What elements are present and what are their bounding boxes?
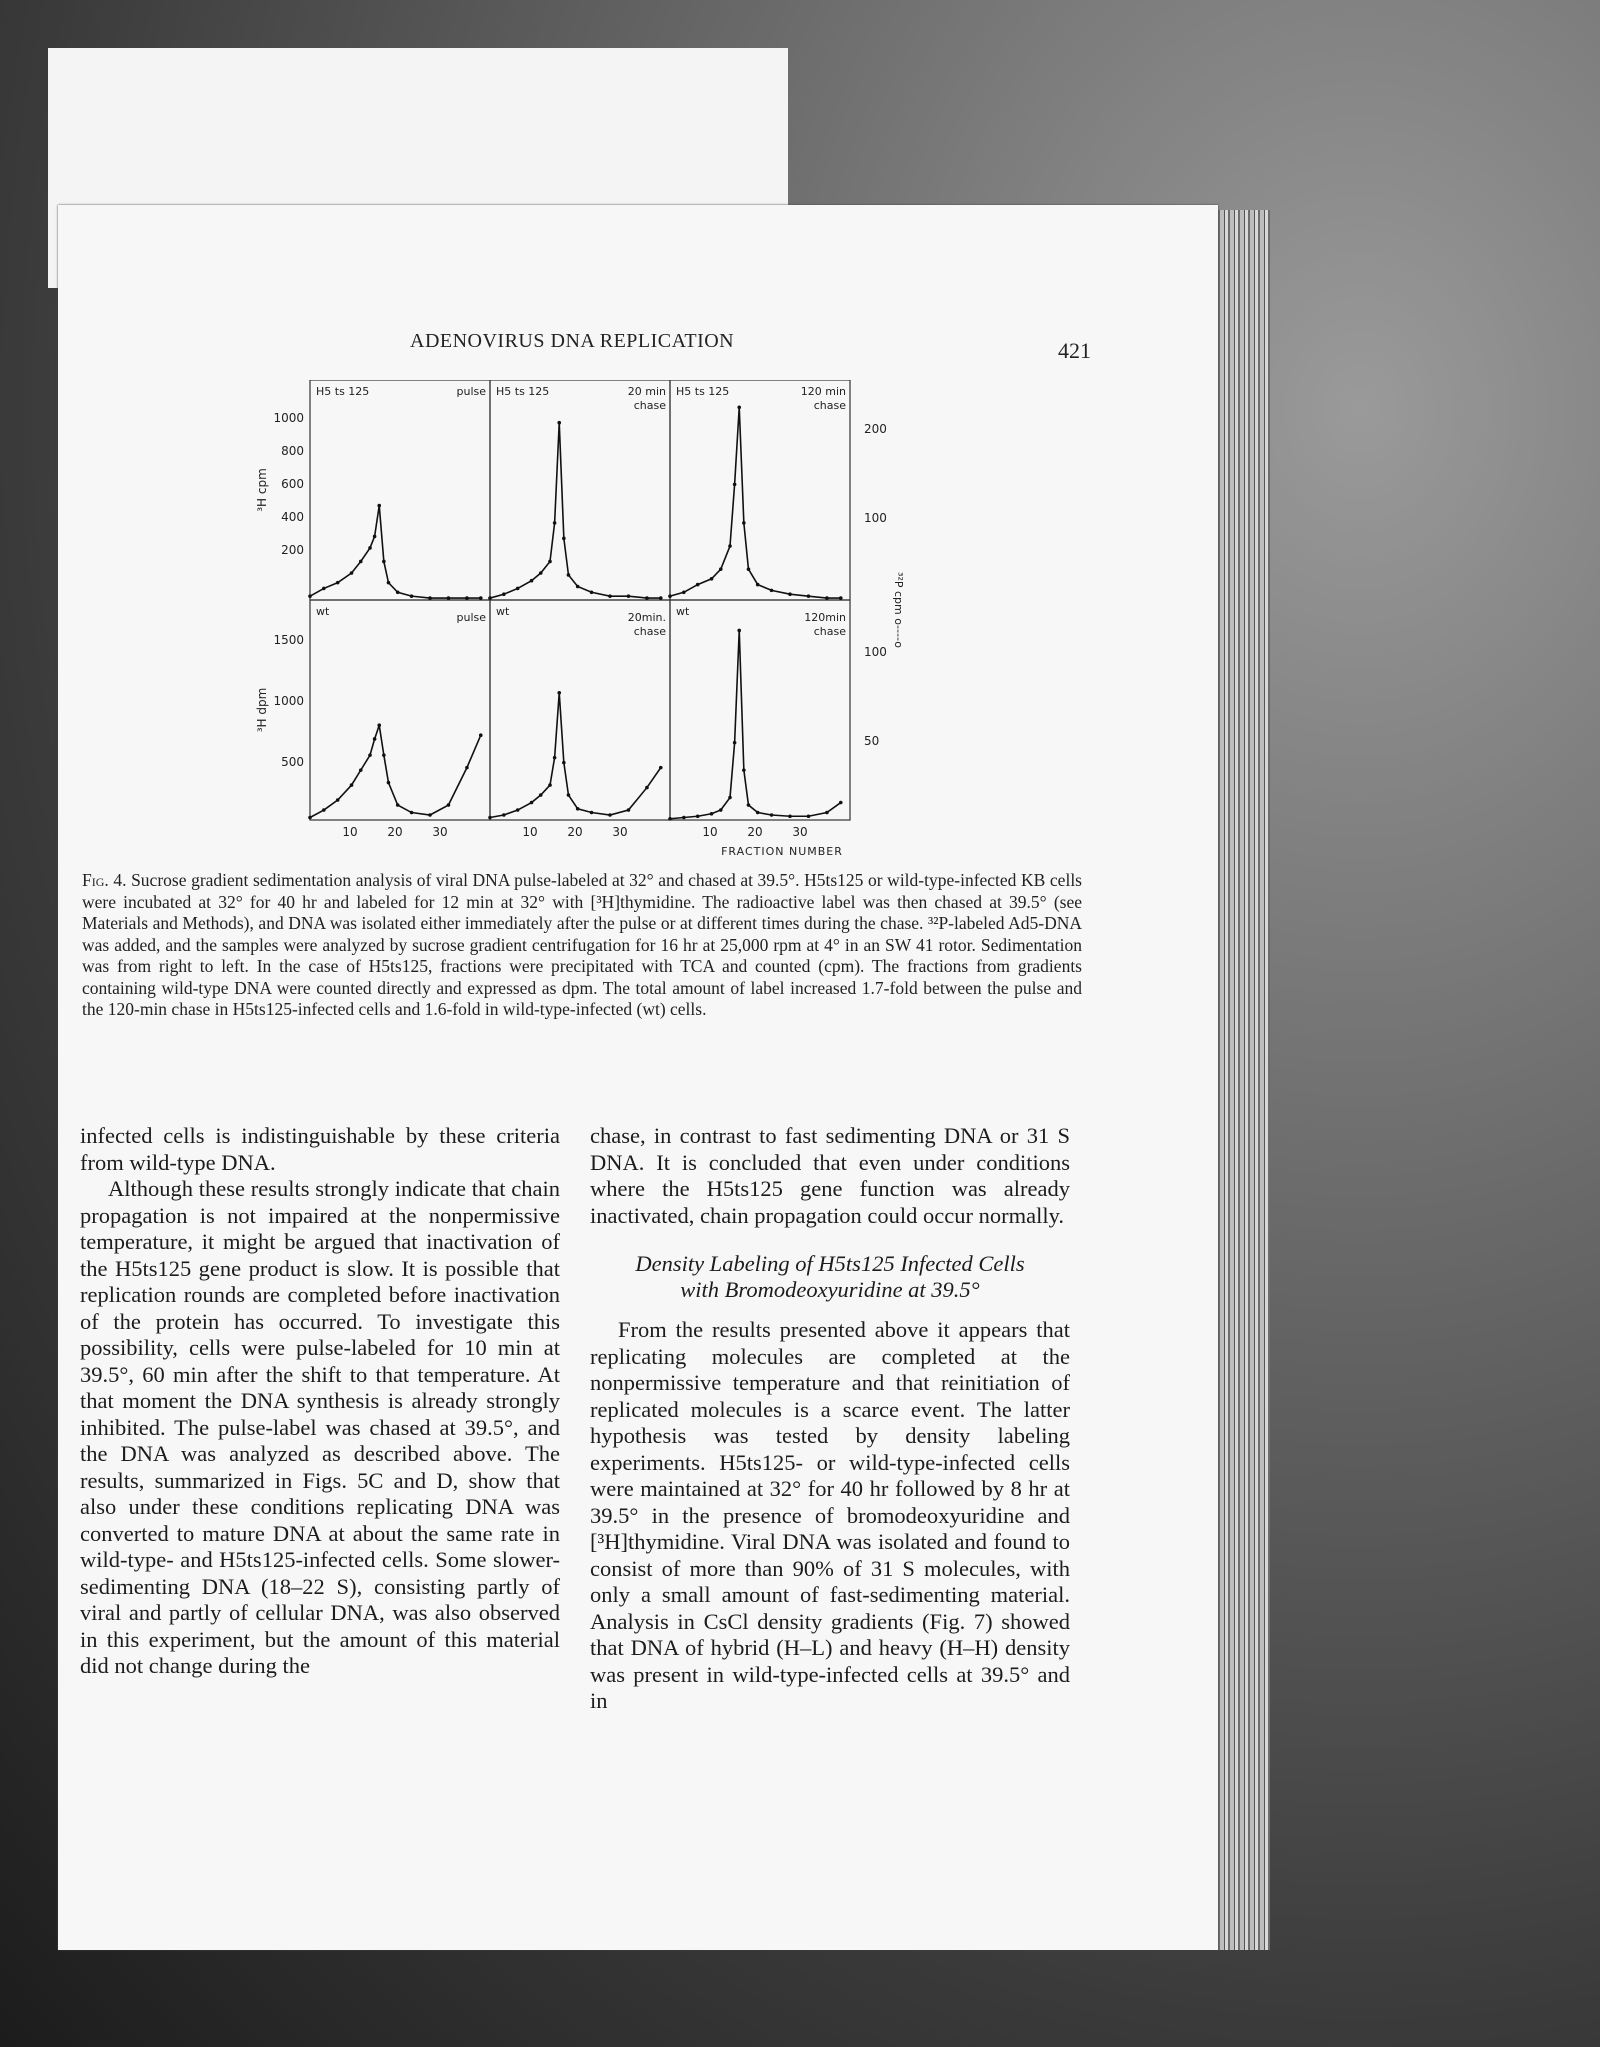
data-point-panel-4-8 [377,723,381,727]
right-bottom-tick-100: 100 [864,645,887,659]
data-point-panel-2-16 [659,596,663,600]
data-point-panel-5-2 [502,813,506,817]
data-point-panel-4-2 [322,808,326,812]
data-point-panel-1-16 [479,596,483,600]
data-point-panel-6-12 [770,813,774,817]
panel-frame-4 [310,600,490,820]
panel-2-condition: 20 min [627,385,666,398]
data-point-panel-2-1 [488,596,492,600]
panel-4-condition: pulse [456,611,486,624]
left-bottom-tick-1500: 1500 [273,633,304,647]
data-point-panel-5-6 [548,783,552,787]
data-point-panel-4-12 [410,811,414,815]
x-tick-20-b: 20 [567,825,583,839]
data-point-panel-1-15 [465,596,469,600]
left-bottom-tick-500: 500 [281,755,304,769]
data-point-panel-1-13 [428,596,432,600]
subheading-line-1: Density Labeling of H5ts125 Infected Cells [635,1251,1025,1276]
data-point-panel-3-16 [839,596,843,600]
data-point-panel-3-12 [770,589,774,593]
x-tick-10-a: 10 [342,825,358,839]
data-point-panel-6-9 [742,768,746,772]
data-point-panel-5-9 [562,761,566,765]
data-point-panel-3-9 [742,521,746,525]
series-line-panel-2 [490,423,661,598]
data-point-panel-4-15 [465,766,469,770]
series-line-panel-4 [310,725,481,817]
caption-text: Sucrose gradient sedimentation analysis of viral DNA pulse-labeled at 32° and chased at 39.5°. H5ts125 or wild-type-infected KB cells were incubated at 32° for 40 hr and labeled for 12 min at 32° with [³H]thymidine. The radioactive label was then chased at 39.5° (see Materials and Methods), and DNA was isolated either immediately after the pulse or at different times during the chase. ³²P-labeled Ad5-DNA was added, and the samples were analyzed by sucrose gradient centrifugation for 16 hr at 25,000 rpm at 4° in an SW 41 rotor. Sedimentation was from right to left. In the case of H5ts125, fractions were precipitated with TCA and counted (cpm). The fractions from gradients containing wild-type DNA were counted directly and expressed as dpm. The total amount of label increased 1.7-fold between the pulse and the 120-min chase in H5ts125-infected cells and 1.6-fold in wild-type-infected (wt) cells. [82,870,1082,1019]
x-tick-10-b: 10 [522,825,538,839]
panel-1-strain: H5 ts 125 [316,385,370,398]
data-point-panel-2-2 [502,592,506,596]
data-point-panel-1-8 [377,504,381,508]
data-point-panel-5-12 [590,811,594,815]
series-line-panel-3 [670,407,841,598]
data-point-panel-2-15 [645,596,649,600]
series-line-panel-5 [490,693,661,818]
left-top-tick-200: 200 [281,543,304,557]
x-axis-label: FRACTION NUMBER [721,845,843,858]
left-top-tick-1000: 1000 [273,411,304,425]
left-bottom-tick-1000: 1000 [273,694,304,708]
data-point-panel-6-16 [839,801,843,805]
data-point-panel-5-10 [567,793,571,797]
data-point-panel-5-16 [659,766,663,770]
data-point-panel-1-14 [447,596,451,600]
data-point-panel-1-7 [373,535,377,539]
data-point-panel-4-16 [479,733,483,737]
right-column [590,1123,1070,1715]
data-point-panel-3-6 [728,544,732,548]
data-point-panel-5-14 [627,808,631,812]
data-point-panel-2-10 [567,573,571,577]
data-point-panel-4-7 [373,737,377,741]
data-point-panel-6-15 [825,811,829,815]
data-point-panel-4-10 [387,781,391,785]
right-top-tick-200: 200 [864,422,887,436]
data-point-panel-2-11 [576,585,580,589]
right-top-tick-100: 100 [864,511,887,525]
data-point-panel-1-9 [382,560,386,564]
left-column [80,1123,560,1680]
data-point-panel-2-8 [557,421,561,425]
right-paragraph-1: chase, in contrast to fast sedimenting DNA or 31 S DNA. It is concluded that even under conditions where the H5ts125 gene function was already inactivated, chain propagation could occur normally. [590,1123,1070,1228]
panel-3-strain: H5 ts 125 [676,385,730,398]
data-point-panel-6-11 [756,811,760,815]
data-point-panel-3-13 [788,592,792,596]
x-tick-30-b: 30 [612,825,628,839]
data-point-panel-6-3 [696,814,700,818]
right-paragraph-2: From the results presented above it appears that replicating molecules are completed at the nonpermissive temperature and that reinitiation of replicated molecules is a scarce event. The latter hypothesis was tested by density labeling experiments. H5ts125- or wild-type-infected cells were maintained at 32° for 40 hr followed by 8 hr at 39.5° in the presence of bromodeoxyuridine and [³H]thymidine. Viral DNA was isolated and found to consist of more than 90% of 31 S molecules, with only a small amount of fast-sedimenting material. Analysis in CsCl density gradients (Fig. 7) showed that DNA of hybrid (H–L) and heavy (H–H) density was present in wild-type-infected cells at 39.5° and in [590,1317,1070,1713]
panel-3-condition2: chase [813,399,846,412]
data-point-panel-6-6 [728,796,732,800]
data-point-panel-1-4 [350,571,354,575]
left-top-tick-800: 800 [281,444,304,458]
section-subheading [590,1251,1070,1303]
right-axis-label: ³²P cpm o----o [892,572,905,648]
data-point-panel-5-15 [645,786,649,790]
x-tick-20-c: 20 [747,825,763,839]
left-top-tick-400: 400 [281,510,304,524]
panel-frame-1 [310,380,490,600]
panel-5-condition2: chase [633,625,666,638]
panel-5-condition: 20min. [627,611,666,624]
data-point-panel-1-5 [359,560,363,564]
data-point-panel-5-11 [576,807,580,811]
series-line-panel-1 [310,506,481,599]
panel-2-condition2: chase [633,399,666,412]
data-point-panel-6-10 [747,803,751,807]
data-point-panel-6-14 [807,814,811,818]
data-point-panel-5-4 [530,801,534,805]
data-point-panel-1-12 [410,594,414,598]
data-point-panel-3-4 [710,577,714,581]
data-point-panel-3-3 [696,583,700,587]
left-top-axis-label: ³H cpm [255,468,269,512]
data-point-panel-2-5 [539,571,543,575]
data-point-panel-1-10 [387,581,391,585]
data-point-panel-3-11 [756,583,760,587]
panel-6-condition2: chase [813,625,846,638]
data-point-panel-6-5 [719,808,723,812]
series-line-panel-6 [670,630,841,818]
data-point-panel-3-5 [719,567,723,571]
x-tick-20-a: 20 [387,825,403,839]
running-title: ADENOVIRUS DNA REPLICATION [410,330,735,352]
caption-label: Fig. 4. [82,870,127,890]
x-tick-10-c: 10 [702,825,718,839]
left-paragraph-2: Although these results strongly indicate that chain propagation is not impaired at the nonpermissive temperature, it might be argued that inactivation of the H5ts125 gene product is slow. It is possible that replication rounds are completed before inactivation of the protein has occurred. To investigate this possibility, cells were pulse-labeled for 10 min at 39.5°, 60 min after the shift to that temperature. At that moment the DNA synthesis is already strongly inhibited. The pulse-label was chased at 39.5°, and the DNA was analyzed as described above. The results, summarized in Figs. 5C and D, show that also under these conditions replicating DNA was converted to mature DNA at about the same rate in wild-type- and H5ts125-infected cells. Some slower-sedimenting DNA (18–22 S), consisting partly of viral and partly of cellular DNA, was also observed in this experiment, but the amount of this material did not change during the [80,1176,560,1678]
data-point-panel-1-6 [368,546,372,550]
data-point-panel-5-7 [553,756,557,760]
data-point-panel-6-8 [737,629,741,633]
data-point-panel-6-7 [733,741,737,745]
data-point-panel-3-8 [737,405,741,409]
data-point-panel-6-1 [668,817,672,821]
data-point-panel-6-13 [788,814,792,818]
data-point-panel-4-3 [336,798,340,802]
data-point-panel-5-8 [557,691,561,695]
data-point-panel-3-1 [668,594,672,598]
data-point-panel-4-13 [428,813,432,817]
data-point-panel-6-2 [682,816,686,820]
data-point-panel-5-3 [516,808,520,812]
figure-caption [82,870,1082,1021]
data-point-panel-4-5 [359,768,363,772]
panel-frame-3 [670,380,850,600]
figure-4 [250,380,910,880]
data-point-panel-3-10 [747,567,751,571]
data-point-panel-3-14 [807,594,811,598]
left-top-tick-600: 600 [281,477,304,491]
data-point-panel-2-9 [562,537,566,541]
left-bottom-axis-label: ³H dpm [255,687,269,733]
data-point-panel-3-2 [682,590,686,594]
subheading-line-2: with Bromodeoxyuridine at 39.5° [680,1277,980,1302]
data-point-panel-6-4 [710,812,714,816]
data-point-panel-4-6 [368,753,372,757]
x-tick-30-c: 30 [792,825,808,839]
x-tick-30-a: 30 [432,825,448,839]
panel-3-condition: 120 min [800,385,846,398]
left-paragraph-1: infected cells is indistinguishable by these criteria from wild-type DNA. [80,1123,560,1175]
data-point-panel-4-14 [447,803,451,807]
data-point-panel-4-9 [382,753,386,757]
data-point-panel-2-13 [608,594,612,598]
data-point-panel-2-4 [530,579,534,583]
page-number: 421 [1058,338,1091,363]
data-point-panel-2-14 [627,594,631,598]
panel-4-strain: wt [316,605,330,618]
panel-1-condition: pulse [456,385,486,398]
panel-frame-2 [490,380,670,600]
data-point-panel-3-15 [825,596,829,600]
data-point-panel-1-11 [396,590,400,594]
data-point-panel-1-2 [322,587,326,591]
panel-5-strain: wt [496,605,510,618]
data-point-panel-2-6 [548,560,552,564]
data-point-panel-1-3 [336,581,340,585]
data-point-panel-5-13 [608,813,612,817]
panel-frames [310,380,850,820]
data-curves [308,405,842,820]
data-point-panel-4-11 [396,803,400,807]
data-point-panel-4-1 [308,816,312,820]
data-point-panel-5-5 [539,793,543,797]
data-point-panel-2-12 [590,590,594,594]
data-point-panel-3-7 [733,483,737,487]
data-point-panel-2-7 [553,521,557,525]
panel-6-condition: 120min [804,611,846,624]
data-point-panel-2-3 [516,587,520,591]
panel-6-strain: wt [676,605,690,618]
data-point-panel-5-1 [488,816,492,820]
panel-2-strain: H5 ts 125 [496,385,550,398]
data-point-panel-4-4 [350,783,354,787]
data-point-panel-1-1 [308,594,312,598]
right-bottom-tick-50: 50 [864,734,880,748]
